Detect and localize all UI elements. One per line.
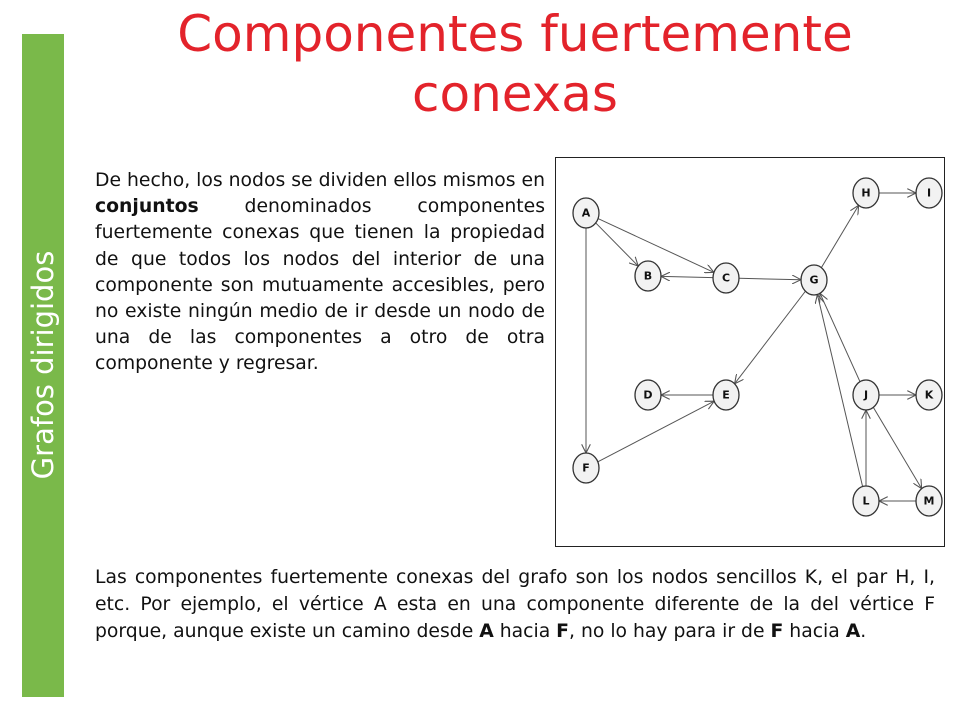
text-run: conjuntos	[95, 196, 199, 218]
node-label: L	[862, 494, 870, 508]
node-label: F	[582, 461, 590, 475]
node-label: M	[923, 494, 935, 508]
text-run: , no lo hay para ir de	[569, 620, 771, 642]
node-m	[916, 486, 942, 516]
text-run: F	[770, 620, 784, 642]
edge-g-e	[735, 291, 806, 384]
text-run: A	[845, 620, 861, 642]
page-title: Componentes fuertemente conexas	[177, 5, 853, 123]
node-i	[916, 178, 942, 208]
node-label: G	[809, 273, 819, 287]
graph-canvas	[556, 158, 944, 546]
node-b	[635, 261, 661, 291]
text-run: denominados componentes fuertemente conexas que tienen la propiedad de que todos los nodos del interior de una componente son mutuamente accesibles, pero no existe ningún medio de ir desde un nodo de una de las componentes a otro de otra componente y regresar.	[95, 196, 545, 375]
node-e	[713, 380, 739, 410]
node-label: K	[924, 388, 934, 402]
node-label: I	[926, 186, 932, 200]
paragraph-description	[95, 168, 545, 378]
edge-c-g	[739, 278, 801, 279]
node-g	[801, 265, 827, 295]
edge-a-b	[596, 223, 638, 266]
node-j	[853, 380, 879, 410]
node-d	[635, 380, 661, 410]
sidebar-label: Grafos dirigidos	[26, 250, 60, 480]
node-label: H	[861, 186, 871, 200]
text-run: Las componentes fuertemente conexas del grafo son los nodos sencillos K, el par H, I, etc. Por ejemplo, el vértice A esta en una componente diferente de la del vértice F porque, aunque existe un camino desde	[95, 567, 935, 642]
node-c	[713, 263, 739, 293]
edge-c-b	[661, 276, 713, 277]
directed-graph-figure	[555, 157, 945, 547]
node-f	[573, 453, 599, 483]
text-run: F	[556, 620, 570, 642]
edge-f-e	[598, 401, 714, 462]
node-label: D	[643, 388, 653, 402]
node-a	[573, 198, 599, 228]
node-label: C	[721, 271, 731, 285]
text-run: De hecho, los nodos se dividen ellos mismos en	[95, 170, 545, 191]
node-k	[916, 380, 942, 410]
edge-g-h	[821, 205, 858, 267]
edge-j-m	[873, 407, 921, 488]
edge-j-g	[820, 293, 860, 381]
text-run: hacia	[493, 620, 557, 642]
paragraph-example	[95, 565, 935, 645]
text-run: .	[860, 620, 867, 642]
node-label: A	[581, 206, 591, 220]
node-h	[853, 178, 879, 208]
text-run: A	[479, 620, 494, 642]
node-label: B	[643, 269, 653, 283]
text-run: hacia	[783, 620, 846, 642]
node-label: E	[722, 388, 730, 402]
node-l	[853, 486, 879, 516]
node-label: J	[863, 388, 869, 402]
